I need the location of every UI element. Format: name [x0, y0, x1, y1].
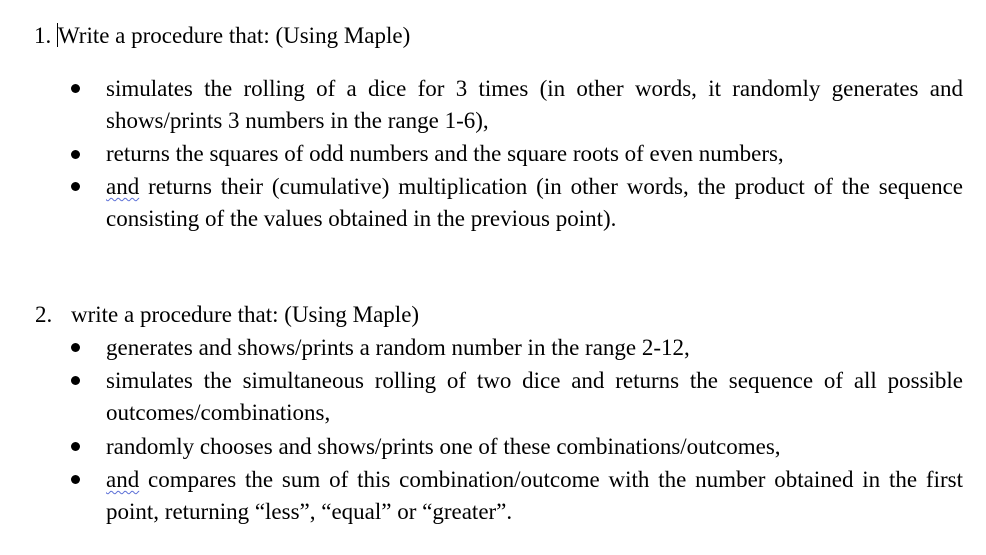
- bullet-icon: [71, 343, 80, 352]
- question-1-item-1: simulates the rolling of a dice for 3 times (in other words, it randomly generates and shows/prints 3 numbers in the range 1-6),: [106, 76, 963, 133]
- question-2-heading: [35, 300, 419, 330]
- question-2-title: write a procedure that: (Using Maple): [71, 302, 420, 327]
- question-2-item-2: simulates the simultaneous rolling of two dice and returns the sequence of all possible outcomes/combinations,: [106, 368, 963, 425]
- bullet-icon: [71, 475, 80, 484]
- question-2-number: 2.: [35, 302, 53, 327]
- question-2-item-3: randomly chooses and shows/prints one of these combinations/outcomes,: [106, 434, 781, 459]
- question-2-item-1: generates and shows/prints a random number in the range 2-12,: [106, 335, 690, 360]
- question-1-number: 1.: [34, 23, 52, 48]
- question-1-item-3: [106, 171, 963, 235]
- question-1-title: Write a procedure that: (Using Maple): [58, 23, 411, 48]
- bullet-icon: [71, 376, 80, 385]
- question-1-item-3-text: returns their (cumulative) multiplication (in other words, the product of the sequence consisting of the values obtained in the previous point).: [106, 174, 963, 231]
- bullet-icon: [71, 182, 80, 191]
- spellcheck-word[interactable]: and: [106, 174, 140, 199]
- spellcheck-word[interactable]: and: [106, 467, 140, 492]
- bullet-icon: [71, 442, 80, 451]
- question-1-heading: [34, 21, 410, 51]
- question-1-item-2: returns the squares of odd numbers and the square roots of even numbers,: [106, 141, 784, 166]
- question-2-item-4-text: compares the sum of this combination/outcome with the number obtained in the first point, returning “less”, “equal” or “greater”.: [106, 467, 963, 524]
- bullet-icon: [71, 150, 80, 159]
- question-2-item-4: [106, 464, 963, 528]
- bullet-icon: [71, 84, 80, 93]
